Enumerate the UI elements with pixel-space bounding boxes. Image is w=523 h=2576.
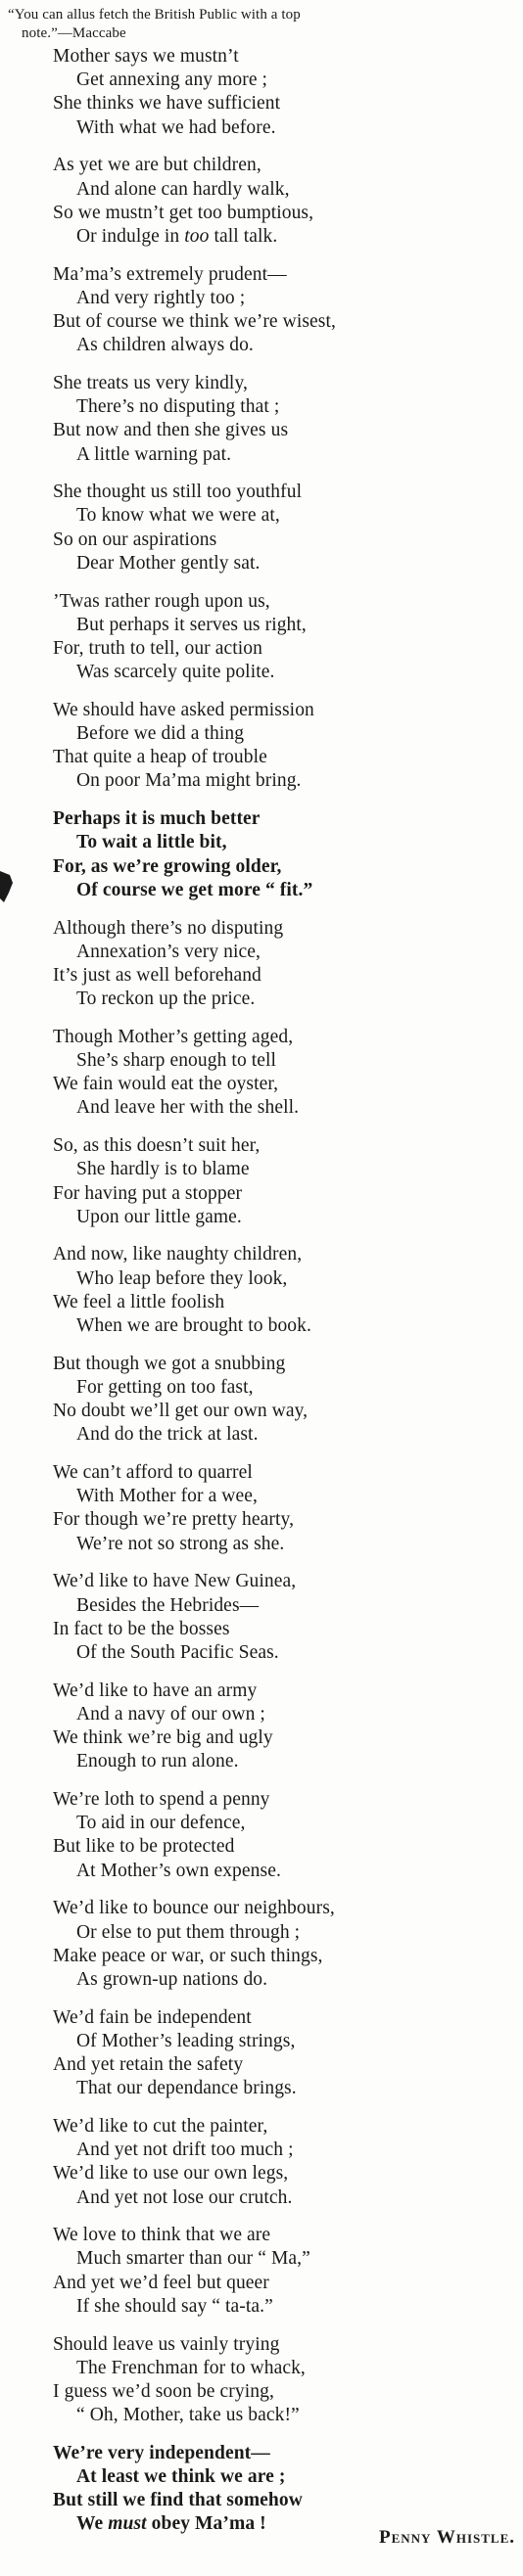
stanza	[8, 807, 513, 902]
poem-line: Besides the Hebrides—	[76, 1594, 260, 1616]
poem-line: Who leap before they look,	[76, 1267, 288, 1289]
poem-line: It’s just as well beforehand	[53, 964, 262, 986]
poem-line: So, as this doesn’t suit her,	[53, 1135, 261, 1157]
signature: Penny Whistle.	[378, 2527, 515, 2548]
poem-line: For having put a stopper	[53, 1182, 243, 1204]
poem-line: She thinks we have sufficient	[53, 93, 281, 115]
poem-line: At least we think we are ;	[76, 2466, 286, 2488]
poem-line: We’d like to have an army	[53, 1679, 258, 1701]
poem-line: But perhaps it serves us right,	[76, 614, 307, 635]
poem-line: ’Twas rather rough upon us,	[53, 590, 270, 612]
poem-line: For though we’re pretty hearty,	[53, 1509, 295, 1531]
poem-line: For getting on too fast,	[76, 1376, 254, 1398]
poem-line: Perhaps it is much better	[53, 808, 261, 830]
poem-line: To aid in our defence,	[76, 1813, 246, 1834]
poem-line: We fain would eat the oyster,	[53, 1074, 279, 1095]
poem-line: Annexation’s very nice,	[76, 941, 262, 962]
stanza	[8, 263, 513, 358]
poem-line: She thought us still too youthful	[53, 482, 303, 503]
poem-line: She’s sharp enough to tell	[76, 1050, 277, 1072]
epigraph-line-2: note.”—Maccabe	[22, 25, 126, 41]
stanza	[8, 1679, 513, 1774]
poem-line: And leave her with the shell.	[76, 1097, 300, 1119]
poem-line: “ Oh, Mother, take us back!”	[76, 2405, 300, 2426]
stanza	[8, 1570, 513, 1665]
poem-line: The Frenchman for to whack,	[76, 2357, 306, 2378]
poem-line: Or indulge in too tall talk.	[76, 225, 278, 247]
poem-line: Ma’ma’s extremely prudent—	[53, 263, 287, 285]
stanza	[8, 2006, 513, 2101]
stanza	[8, 1461, 513, 1556]
poem-line: And a navy of our own ;	[76, 1703, 265, 1725]
poem-line: Of Mother’s leading strings,	[76, 2030, 296, 2051]
poem-line: With Mother for a wee,	[76, 1486, 258, 1507]
poem-line: Or else to put them through ;	[76, 1921, 301, 1943]
epigraph	[8, 6, 513, 43]
poem-line: In fact to be the bosses	[53, 1618, 230, 1639]
stanza	[8, 2115, 513, 2210]
poem-line: So we mustn’t get too bumptious,	[53, 202, 314, 223]
stanza	[8, 1134, 513, 1229]
poem-line: That quite a heap of trouble	[53, 747, 267, 768]
poem-line: But now and then she gives us	[53, 420, 289, 441]
poem-line: To reckon up the price.	[76, 989, 256, 1010]
stanza	[8, 699, 513, 794]
poem-line: For, as we’re growing older,	[53, 855, 282, 877]
poem-line: But though we got a snubbing	[53, 1353, 286, 1374]
poem-line: We’d like to have New Guinea,	[53, 1571, 297, 1592]
stanza	[8, 1897, 513, 1992]
poem-line: Though Mother’s getting aged,	[53, 1026, 294, 1047]
poem-line: We’re loth to spend a penny	[53, 1789, 270, 1810]
poem-line: We’d like to bounce our neighbours,	[53, 1898, 335, 1919]
poem-line: Dear Mother gently sat.	[76, 552, 261, 574]
poem-line: I guess we’d soon be crying,	[53, 2380, 274, 2402]
poem-line: A little warning pat.	[76, 443, 232, 465]
poem-line: If she should say “ ta-ta.”	[76, 2295, 273, 2317]
poem-line: We feel a little foolish	[53, 1291, 225, 1312]
poem-line: We think we’re big and ugly	[53, 1727, 273, 1749]
poem-line: Of course we get more “ fit.”	[76, 879, 313, 900]
poem-line: And yet not lose our crutch.	[76, 2186, 293, 2208]
stanza	[8, 2442, 513, 2537]
poem-line: And now, like naughty children,	[53, 1244, 303, 1265]
poem-line: When we are brought to book.	[76, 1315, 311, 1337]
poem-line: Enough to run alone.	[76, 1751, 239, 1772]
stanza	[8, 372, 513, 467]
poem-line: At Mother’s own expense.	[76, 1860, 281, 1881]
poem-line: Make peace or war, or such things,	[53, 1945, 323, 1966]
poem-line: That our dependance brings.	[76, 2078, 297, 2099]
poem-line: She treats us very kindly,	[53, 372, 249, 393]
poem-line: We love to think that we are	[53, 2225, 271, 2246]
poem-line: And do the trick at last.	[76, 1424, 259, 1446]
poem-line: As children always do.	[76, 335, 254, 356]
poem-line: And yet not drift too much ;	[76, 2139, 294, 2161]
poem-line: But like to be protected	[53, 1836, 235, 1858]
poem-line: Mother says we mustn’t	[53, 46, 239, 67]
poem-line: Although there’s no disputing	[53, 917, 284, 939]
poem-line: We can’t afford to quarrel	[53, 1462, 253, 1484]
poem-line: Upon our little game.	[76, 1206, 242, 1227]
poem-line: And alone can hardly walk,	[76, 178, 290, 200]
poem-line: Was scarcely quite polite.	[76, 662, 275, 683]
poem-line: For, truth to tell, our action	[53, 637, 262, 659]
stanza	[8, 1026, 513, 1121]
poem-line: And very rightly too ;	[76, 287, 246, 308]
poem-line: No doubt we’ll get our own way,	[53, 1401, 309, 1422]
poem-line: We’re very independent—	[53, 2442, 270, 2463]
poem-line: Before we did a thing	[76, 723, 245, 745]
stanza	[8, 1243, 513, 1338]
poem-line: We’re not so strong as she.	[76, 1533, 285, 1554]
poem-line: With what we had before.	[76, 116, 276, 138]
poem-line: We’d fain be independent	[53, 2006, 252, 2028]
poem-line: And yet retain the safety	[53, 2054, 244, 2076]
stanza	[8, 45, 513, 140]
stanza	[8, 917, 513, 1012]
poem-line: There’s no disputing that ;	[76, 396, 280, 418]
poem-body	[8, 45, 513, 2537]
stanza	[8, 2333, 513, 2428]
stanza	[8, 590, 513, 685]
poem-line: On poor Ma’ma might bring.	[76, 770, 302, 792]
stanza	[8, 154, 513, 249]
poem-line: As yet we are but children,	[53, 155, 262, 176]
stanza	[8, 481, 513, 575]
poem-line: To wait a little bit,	[76, 832, 227, 853]
poem-line: Get annexing any more ;	[76, 69, 268, 91]
poem-line: But of course we think we’re wisest,	[53, 311, 336, 333]
ink-blot	[0, 869, 14, 904]
stanza	[8, 1353, 513, 1448]
poem-line: But still we find that somehow	[53, 2490, 303, 2511]
poem-line: To know what we were at,	[76, 505, 280, 527]
stanza	[8, 1788, 513, 1883]
poem-line: We should have asked permission	[53, 699, 314, 720]
stanza	[8, 2224, 513, 2319]
poem-line: And yet we’d feel but queer	[53, 2272, 269, 2293]
poem-line: Of the South Pacific Seas.	[76, 1641, 279, 1663]
poem-line: We’d like to cut the painter,	[53, 2115, 268, 2137]
epigraph-line-1: “You can allus fetch the British Public with a top	[8, 7, 301, 23]
poem-line: We’d like to use our own legs,	[53, 2163, 289, 2185]
poem-line: As grown-up nations do.	[76, 1968, 268, 1990]
poem-line: Should leave us vainly trying	[53, 2333, 280, 2355]
poem-line: She hardly is to blame	[76, 1159, 250, 1180]
poem-line: We must obey Ma’ma !	[76, 2513, 266, 2535]
poem-line: Much smarter than our “ Ma,”	[76, 2248, 310, 2270]
poem-line: So on our aspirations	[53, 529, 217, 550]
